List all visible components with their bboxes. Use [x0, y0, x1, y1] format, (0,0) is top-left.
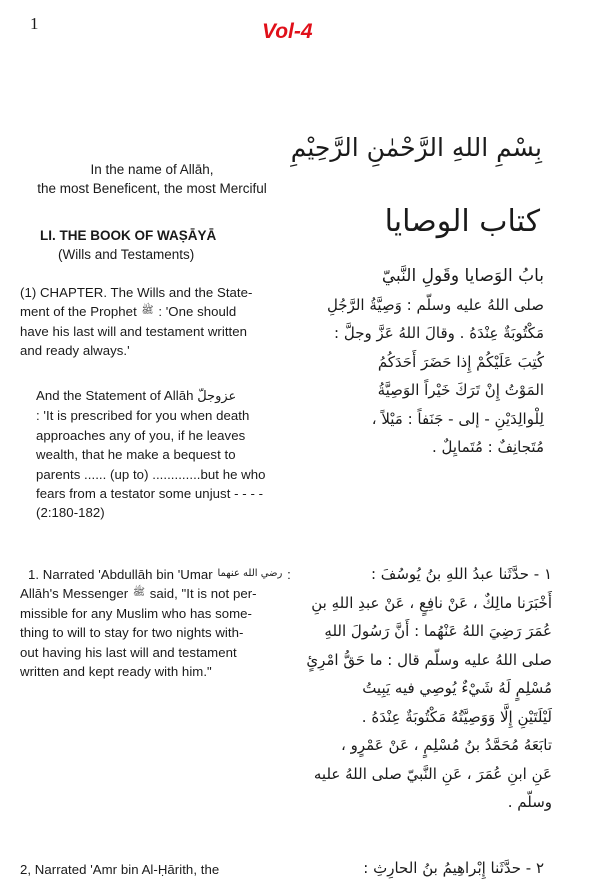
- statement-text: And the Statement of Allāh: [36, 388, 194, 403]
- hadith-line: missible for any Muslim who has some-: [20, 605, 252, 621]
- chapter-arabic-line: لِلْوالِدَيْنِ - إلى - جَنَفاً : مَيْلاً ،: [371, 409, 544, 428]
- book-title: LI. THE BOOK OF WAṢĀYĀ: [40, 228, 217, 243]
- hadith-text: Allāh's Messenger: [20, 586, 129, 602]
- hadith-arabic-line: صلى اللهُ عليه وسلّم قال : ما حَقُّ امْرِئٍ: [306, 650, 552, 669]
- hadith-text: :: [287, 567, 291, 582]
- chapter-arabic-line: كُتِبَ عَلَيْكُمْ إِذا حَضَرَ أَحَدَكُمُ: [377, 352, 544, 371]
- basmala-line-1: In the name of Allāh,: [90, 162, 214, 177]
- pbuh-honorific-icon: ﷺ: [132, 586, 145, 598]
- hadith-arabic-line: تابَعَهُ مُحَمَّدُ بنُ مُسْلِمٍ ، عَنْ عَمْرٍو ،: [341, 736, 552, 754]
- hadith-arabic-line: مُسْلِمٍ لَهُ شَيْءٌ يُوصِي فيه يَبِيتُ: [362, 679, 552, 697]
- bismillah-arabic: بِسْمِ اللهِ الرَّحْمٰنِ الرَّحِيْمِ: [290, 133, 542, 162]
- hadith-arabic-line: ٢ - حدَّثَنا إِبْراهِيمُ بنُ الحارِثِ :: [363, 859, 544, 877]
- hadith-arabic-line: ١ - حدَّثَنا عبدُ اللهِ بنُ يُوسُفَ :: [370, 565, 552, 583]
- basmala-line-2: the most Beneficent, the most Merciful: [37, 181, 267, 196]
- chapter-text: : 'One should: [158, 304, 237, 320]
- chapter-line: have his last will and testament written: [20, 323, 248, 339]
- chapter-line: and ready always.': [20, 343, 130, 359]
- hadith-line: out having his last will and testament: [20, 644, 237, 660]
- azza-wa-jal-honorific: عزوجلّ: [197, 389, 237, 404]
- hadith-line: written and kept ready with him.": [20, 664, 212, 680]
- statement-line: (2:180-182): [36, 505, 105, 521]
- chapter-arabic-line: المَوْتُ إِنْ تَرَكَ خَيْراً الوَصِيَّةُ: [377, 381, 544, 399]
- statement-line: parents ...... (up to) .............but he who: [36, 466, 266, 482]
- hadith-text: 1. Narrated 'Abdullāh bin 'Umar: [28, 567, 213, 582]
- book-title-english: [40, 226, 280, 264]
- radiallahu-anhuma-honorific: رضي الله عنهما: [217, 567, 283, 579]
- book-subtitle: (Wills and Testaments): [58, 247, 195, 262]
- chapter-arabic-line: مُتَجانِفٌ : مُتَمايِلٌ .: [432, 438, 544, 456]
- pbuh-honorific-icon: ﷺ: [141, 304, 154, 316]
- basmala-english: [22, 160, 282, 198]
- volume-label: Vol-4: [262, 20, 313, 43]
- hadith-text: said, "It is not per-: [149, 586, 257, 602]
- chapter-arabic-line: مَكْتُوبَةٌ عِنْدَهُ . وقالَ اللهُ عَزَّ وجلَّ :: [334, 324, 544, 342]
- hadith-arabic-line: وسلّم .: [507, 793, 552, 811]
- book-title-arabic: كتاب الوصايا: [384, 204, 540, 239]
- hadith-1-arabic: [252, 560, 552, 817]
- hadith-arabic-line: عَنِ ابنِ عُمَرَ ، عَنِ النَّبيّ صلى اللهُ عليه: [313, 764, 552, 783]
- chapter-line: (1) CHAPTER. The Wills and the State-: [20, 285, 253, 300]
- chapter-arabic: [254, 262, 544, 462]
- page-number: 1: [30, 14, 39, 33]
- statement-line: fears from a testator some unjust - - - -: [36, 486, 264, 502]
- chapter-arabic-line: صلى اللهُ عليه وسلّم : وَصِيَّةُ الرَّجُلِ: [326, 295, 544, 314]
- statement-line: : 'It is prescribed for you when death: [36, 408, 250, 424]
- hadith-2-arabic: [244, 854, 544, 883]
- statement-line: approaches any of you, if he leaves: [36, 427, 246, 443]
- hadith-arabic-line: عُمَرَ رَضِيَ اللهُ عَنْهُما : أَنَّ رَسُولَ اللهِ: [324, 622, 552, 640]
- chapter-text: ment of the Prophet: [20, 304, 137, 320]
- statement-line: wealth, that he make a bequest to: [36, 447, 236, 463]
- hadith-line: thing to will to stay for two nights with-: [20, 625, 244, 641]
- chapter-arabic-line: بابُ الوَصايا وقَولِ النَّبيّ: [381, 266, 544, 286]
- hadith-line: 2, Narrated 'Amr bin Al-Ḥārith, the: [20, 862, 220, 877]
- hadith-arabic-line: أَخْبَرَنا مالِكٌ ، عَنْ نافِعٍ ، عَنْ عبدِ اللهِ بنِ: [311, 593, 552, 612]
- hadith-arabic-line: لَيْلَتَيْنِ إِلَّا وَوَصِيَّتُهُ مَكْتُوبَةٌ عِنْدَهُ .: [361, 707, 552, 726]
